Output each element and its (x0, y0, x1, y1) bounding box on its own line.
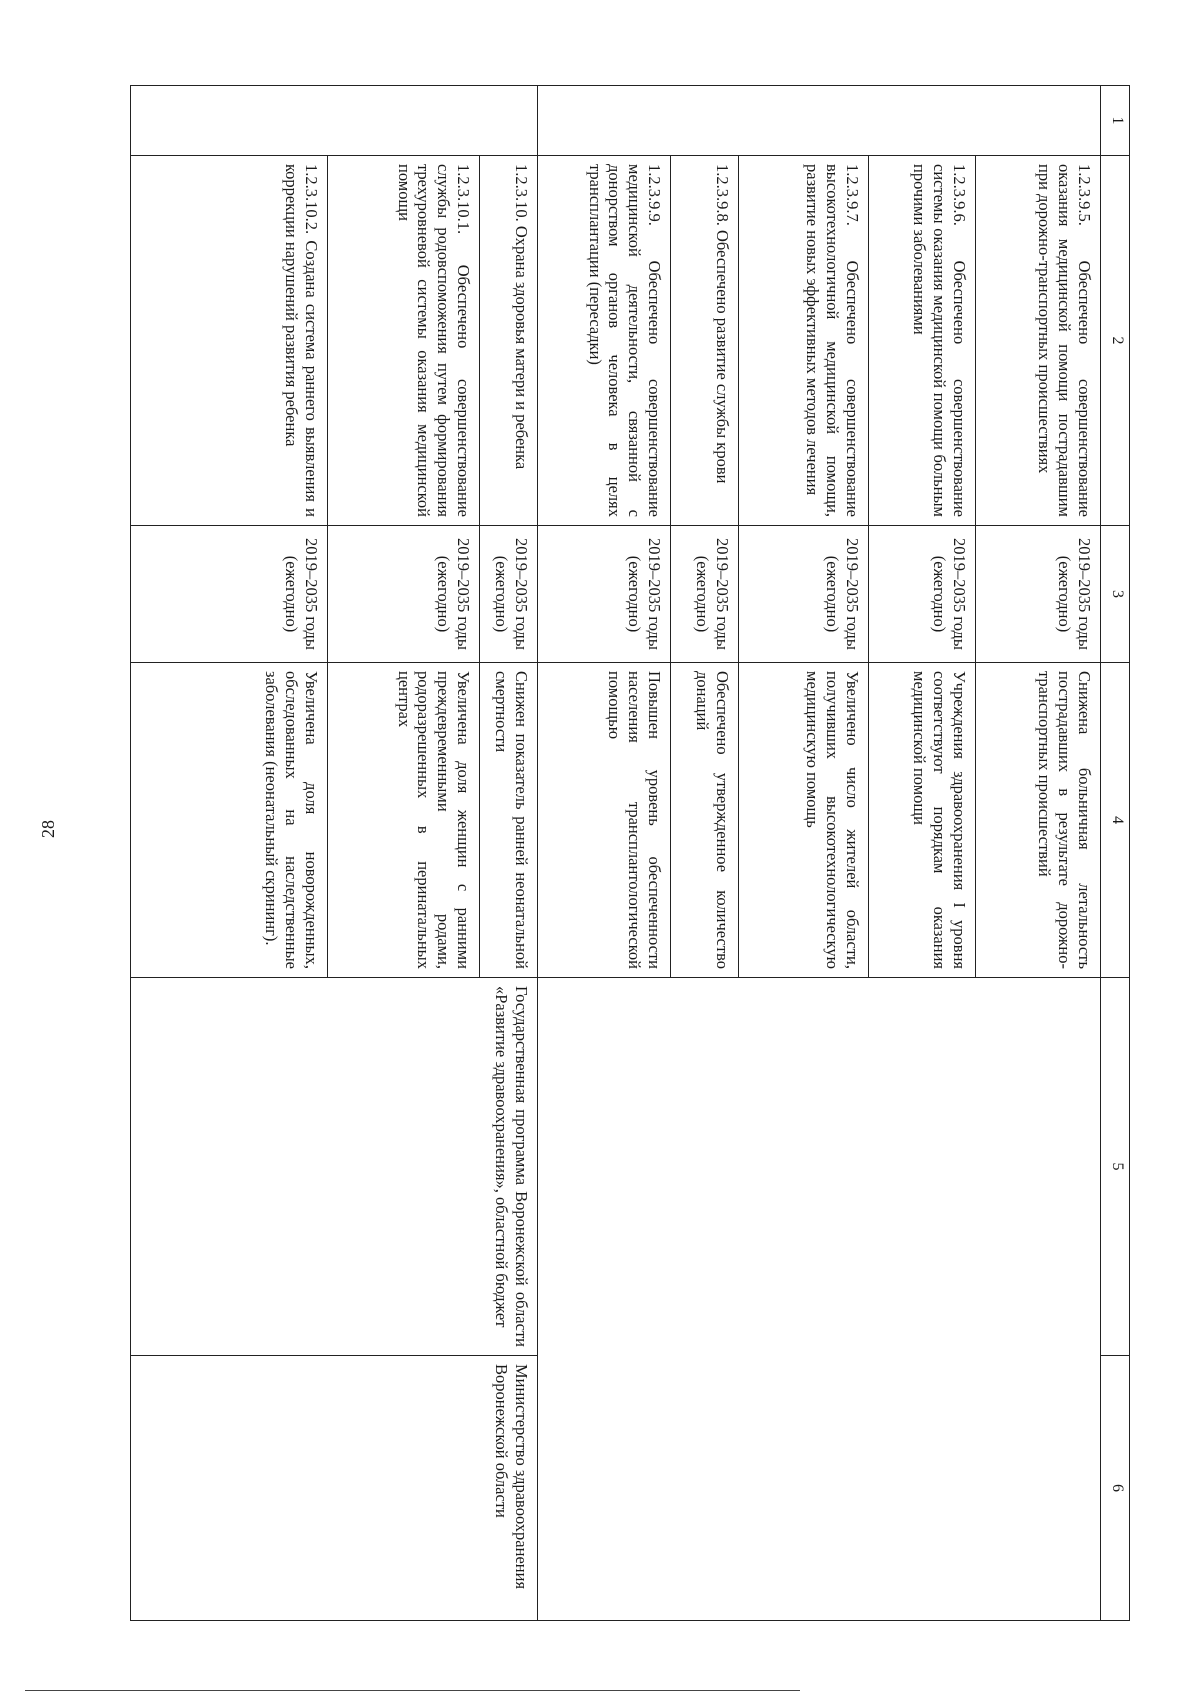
program-blank-cell (538, 978, 1101, 1621)
period-cell: 2019–2035 годы (ежегодно) (869, 526, 976, 663)
column-header-4: 4 (1101, 663, 1130, 978)
column-header-1: 1 (1101, 86, 1130, 156)
result-cell: Увеличена доля новорожденных, обследованных на наследственные заболевания (неонатальный скрининг). (131, 663, 328, 978)
result-cell: Снижен показатель ранней неонатальной смертности (480, 663, 538, 978)
measure-cell: 1.2.3.9.8. Обеспечено развитие службы крови (671, 156, 739, 526)
column-header-2: 2 (1101, 156, 1130, 526)
table-row (976, 86, 1101, 1621)
result-cell: Снижена больничная летальность пострадавших в результате дорожно-транспортных происшествий (976, 663, 1101, 978)
measure-cell: 1.2.3.9.7. Обеспечено совершенствование высокотехнологичной медицинской помощи, развитие новых эффективных методов лечения (739, 156, 869, 526)
table-row (480, 86, 538, 1621)
header-row (1101, 86, 1130, 1621)
measure-cell: 1.2.3.10.2. Создана система раннего выявления и коррекции нарушений развития ребенка (131, 156, 328, 526)
column-header-3: 3 (1101, 526, 1130, 663)
result-cell: Увеличено число жителей области, получивших высокотехнологическую медицинскую помощь (739, 663, 869, 978)
column-header-6: 6 (1101, 1356, 1130, 1621)
result-cell: Обеспечено утвержденное количество донаций (671, 663, 739, 978)
row-number-cell (538, 86, 1101, 156)
column-header-5: 5 (1101, 978, 1130, 1356)
measure-cell: 1.2.3.9.6. Обеспечено совершенствование системы оказания медицинской помощи больным прочими заболеваниями (869, 156, 976, 526)
measure-cell: 1.2.3.10.1. Обеспечено совершенствование службы родовспоможения путем формирования трехуровневой системы оказания медицинской помощи (328, 156, 480, 526)
page-number: 28 (38, 820, 58, 838)
period-cell: 2019–2035 годы (ежегодно) (671, 526, 739, 663)
executor-cell: Министерство здравоохранения Воронежской области (131, 1356, 538, 1621)
period-cell: 2019–2035 годы (ежегодно) (131, 526, 328, 663)
result-cell: Увеличена доля женщин с ранними преждевременными родами, родоразрешенных в перинатальных центрах (328, 663, 480, 978)
program-cell: Государственная программа Воронежской области «Развитие здравоохранения», областной бюджет (131, 978, 538, 1356)
period-cell: 2019–2035 годы (ежегодно) (739, 526, 869, 663)
measure-cell: 1.2.3.9.9. Обеспечено совершенствование медицинской деятельности, связанной с донорством органов человека в целях трансплантации (пересадки) (538, 156, 671, 526)
measures-table (130, 85, 1130, 1621)
result-cell: Повышен уровень обеспеченности населения трансплантологической помощью (538, 663, 671, 978)
row-number-cell (131, 86, 538, 156)
result-cell: Учреждения здравоохранения I уровня соответствуют порядкам оказания медицинской помощи (869, 663, 976, 978)
measure-cell: 1.2.3.10. Охрана здоровья матери и ребенка (480, 156, 538, 526)
period-cell: 2019–2035 годы (ежегодно) (976, 526, 1101, 663)
period-cell: 2019–2035 годы (ежегодно) (538, 526, 671, 663)
period-cell: 2019–2035 годы (ежегодно) (328, 526, 480, 663)
period-cell: 2019–2035 годы (ежегодно) (480, 526, 538, 663)
measure-cell: 1.2.3.9.5. Обеспечено совершенствование оказания медицинской помощи пострадавшим при дорожно-транспортных происшествиях (976, 156, 1101, 526)
rotated-table-area (130, 85, 1130, 1620)
bottom-rule (25, 1690, 800, 1691)
